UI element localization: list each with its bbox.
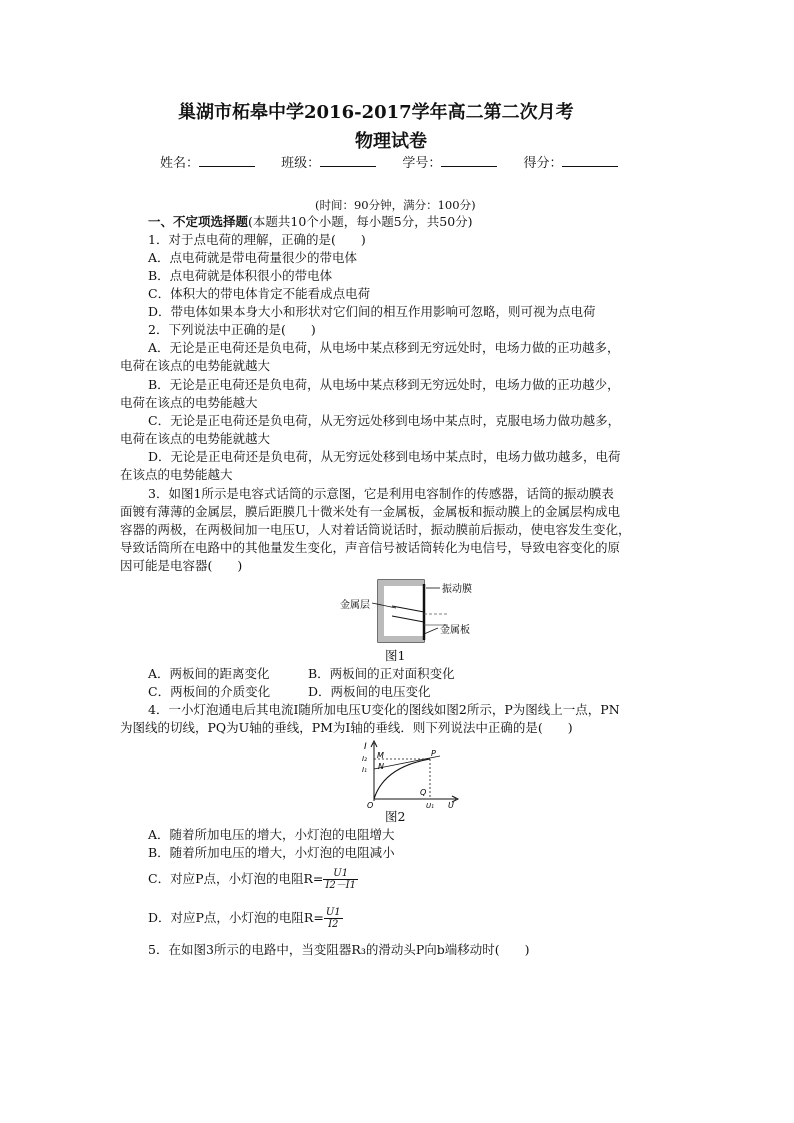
- label-diaphragm: 振动膜: [442, 584, 472, 595]
- q3-line2: 面镀有薄薄的金属层，膜后距膜几十微米处有一金属板，金属板和振动膜上的金属层构成电: [120, 504, 621, 519]
- q5-stem: 5．在如图3所示的电路中，当变阻器R₃的滑动头P向b端移动时( ): [148, 942, 530, 957]
- q3-line3: 容器的两极，在两极间加一电压U，人对着话筒说话时，振动膜前后振动，使电容发生变化，: [120, 522, 631, 537]
- section-heading: [148, 214, 473, 230]
- q1-option-d: D．带电体如果本身大小和形状对它们间的相互作用影响可忽略，则可视为点电荷: [148, 304, 596, 319]
- label-m: M: [377, 751, 384, 760]
- q2-option-b-line2: 电荷在该点的电势能越大: [120, 395, 258, 410]
- student-info-fields: [160, 153, 640, 172]
- label-i2: I₂: [362, 755, 367, 763]
- q4-option-a: A．随着所加电压的增大，小灯泡的电阻增大: [148, 827, 395, 842]
- time-note: (时间：90分钟，满分：100分): [315, 198, 476, 212]
- q4-line1: 4．一小灯泡通电后其电流I随所加电压U变化的图线如图2所示，P为图线上一点，PN: [148, 702, 620, 717]
- figure-2-iu-graph: [360, 739, 460, 809]
- exam-title: 巢湖市柘皋中学2016-2017学年高二第二次月考: [178, 102, 574, 123]
- q1-option-b: B．点电荷就是体积很小的带电体: [148, 268, 333, 283]
- q4-d-denominator: I2: [328, 919, 339, 930]
- q2-option-c-line1: C．无论是正电荷还是负电荷，从无穷远处移到电场中某点时，克服电场力做功越多，: [148, 413, 621, 428]
- q4-c-denominator: I2－I1: [325, 880, 356, 891]
- q3-option-d: D．两板间的电压变化: [308, 684, 431, 699]
- q4-option-d-text: D．对应P点，小灯泡的电阻R=: [148, 910, 324, 925]
- figure-2-caption: 图2: [385, 809, 406, 824]
- q4-option-c: [148, 866, 358, 892]
- q2-stem: 2．下列说法中正确的是( ): [148, 322, 316, 337]
- housing-wall-bottom: [378, 636, 424, 642]
- label-u1: U₁: [426, 802, 434, 809]
- plate-pointer: [424, 628, 438, 634]
- score-label: 得分：: [523, 156, 563, 171]
- label-o: O: [367, 801, 374, 809]
- exam-subtitle: 物理试卷: [355, 131, 427, 152]
- name-label: 姓名：: [160, 156, 200, 171]
- label-metal-plate: 金属板: [440, 625, 470, 636]
- q1-option-c: C．体积大的带电体肯定不能看成点电荷: [148, 286, 371, 301]
- student-id-label: 学号：: [402, 156, 442, 171]
- q4-line2: 为图线的切线，PQ为U轴的垂线，PM为I轴的垂线．则下列说法中正确的是( ): [120, 720, 573, 735]
- q3-option-b: B．两板间的正对面积变化: [308, 666, 455, 681]
- housing-wall-left: [378, 580, 384, 642]
- score-blank[interactable]: [562, 153, 618, 167]
- q2-option-a-line2: 电荷在该点的电势能就越大: [120, 358, 271, 373]
- label-i: I: [364, 742, 367, 752]
- q3-line1: 3．如图1所示是电容式话筒的示意图，它是利用电容制作的传感器，话筒的振动膜表: [148, 486, 614, 501]
- q2-option-b-line1: B．无论是正电荷还是负电荷，从电场中某点移到无穷远处时，电场力做的正功越少，: [148, 377, 620, 392]
- q4-d-numerator: U1: [325, 907, 341, 918]
- class-blank[interactable]: [320, 153, 376, 167]
- q3-line5: 因可能是电容器( ): [120, 558, 243, 573]
- section-note: (本题共10个小题，每小题5分，共50分): [248, 214, 473, 229]
- label-metal-layer: 金属层: [340, 600, 370, 611]
- q4-c-numerator: U1: [323, 868, 358, 880]
- q3-option-a: A．两板间的距离变化: [148, 666, 270, 681]
- label-n: N: [378, 762, 384, 771]
- student-id-blank[interactable]: [441, 153, 497, 167]
- q1-stem: 1．对于点电荷的理解，正确的是( ): [148, 232, 366, 247]
- q1-option-a: A．点电荷就是带电荷量很少的带电体: [148, 250, 358, 265]
- q4-option-b: B．随着所加电压的增大，小灯泡的电阻减小: [148, 845, 395, 860]
- section-title: 一、不定项选择题: [148, 214, 249, 229]
- q4-option-c-fraction: [323, 868, 358, 891]
- q2-option-c-line2: 电荷在该点的电势能就越大: [120, 431, 271, 446]
- name-blank[interactable]: [199, 153, 255, 167]
- label-i1: I₁: [362, 766, 367, 774]
- q3-option-c: C．两板间的介质变化: [148, 684, 271, 699]
- q4-option-d: [148, 905, 343, 931]
- label-q: Q: [420, 788, 427, 797]
- housing-wall-top: [378, 580, 424, 586]
- class-label: 班级：: [281, 156, 321, 171]
- q4-option-c-text: C．对应P点，小灯泡的电阻R=: [148, 871, 324, 886]
- figure-1-caption: 图1: [385, 648, 406, 663]
- q2-option-d-line2: 在该点的电势能越大: [120, 467, 233, 482]
- figure-1-microphone-diagram: [340, 578, 490, 646]
- q2-option-a-line1: A．无论是正电荷还是负电荷，从电场中某点移到无穷远处时，电场力做的正功越多，: [148, 340, 620, 355]
- q4-option-d-fraction: [324, 907, 343, 930]
- q2-option-d-line1: D．无论是正电荷还是负电荷，从无穷远处移到电场中某点时，电场力做功越多，电荷: [148, 449, 621, 464]
- q3-line4: 导致话筒所在电路中的其他量发生变化，声音信号被话筒转化为电信号，导致电容变化的原: [120, 540, 621, 555]
- label-u: U: [448, 801, 454, 809]
- label-p: P: [431, 749, 436, 758]
